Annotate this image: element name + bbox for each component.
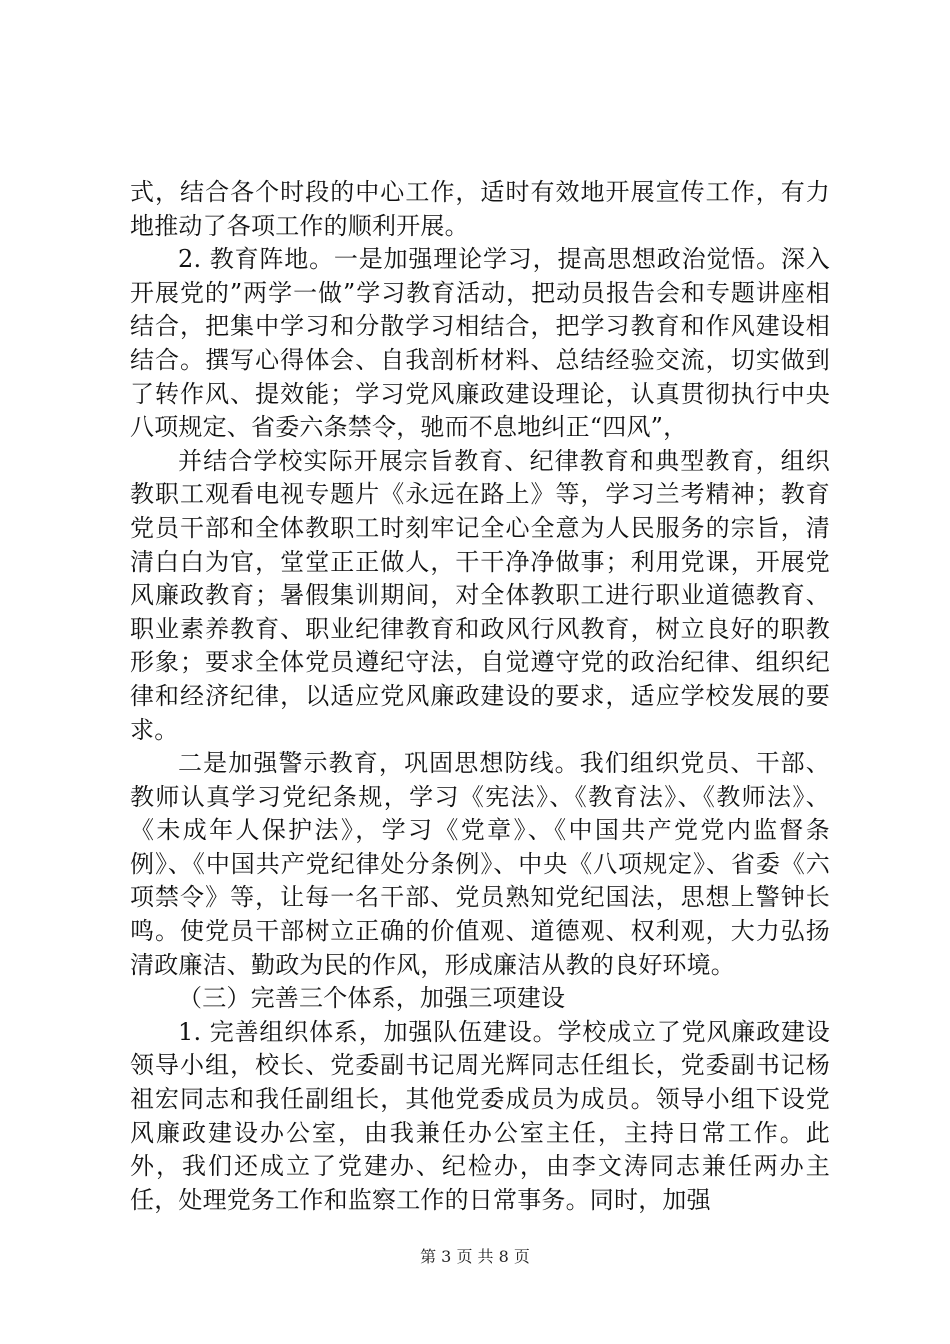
paragraph-education-front: 2. 教育阵地。一是加强理论学习，提高思想政治觉悟。深入开展党的”两学一做”学习教育活动，把动员报告会和专题讲座相结合，把集中学习和分散学习相结合，把学习教育和作风建设相结合。撰写心得体会、自我剖析材料、总结经验交流，切实做到了转作风、提效能；学习党风廉政建设理论，认真贯彻执行中央八项规定、省委六条禁令，驰而不息地纠正“四风”， (130, 245, 830, 442)
paragraph-combined-education: 并结合学校实际开展宗旨教育、纪律教育和典型教育，组织教职工观看电视专题片《永远在路上》等，学习兰考精神；教育党员干部和全体教职工时刻牢记全心全意为人民服务的宗旨，清清白白为官，堂堂正正做人，干干净净做事；利用党课，开展党风廉政教育；暑假集训期间，对全体教职工进行职业道德教育、职业素养教育、职业纪律教育和政风行风教育，树立良好的职教形象；要求全体党员遵纪守法，自觉遵守党的政治纪律、组织纪律和经济纪律，以适应党风廉政建设的要求，适应学校发展的要求。 (130, 446, 830, 744)
section-heading: （三）完善三个体系，加强三项建设 (178, 984, 566, 1013)
document-body (130, 176, 830, 1217)
page-footer: 第 3 页 共 8 页 (420, 1247, 530, 1266)
paragraph-continuation: 式，结合各个时段的中心工作，适时有效地开展宣传工作，有力地推动了各项工作的顺利开展。 (130, 178, 830, 240)
paragraph-organization-system: 1. 完善组织体系，加强队伍建设。学校成立了党风廉政建设领导小组，校长、党委副书记周光辉同志任组长，党委副书记杨祖宏同志和我任副组长，其他党委成员为成员。领导小组下设党风廉政建设办公室，由我兼任办公室主任，主持日常工作。此外，我们还成立了党建办、纪检办，由李文涛同志兼任两办主任，处理党务工作和监察工作的日常事务。同时，加强 (130, 1017, 830, 1214)
paragraph-warning-education: 二是加强警示教育，巩固思想防线。我们组织党员、干部、教师认真学习党纪条规，学习《宪法》、《教育法》、《教师法》、《未成年人保护法》，学习《党章》、《中国共产党党内监督条例》、《中国共产党纪律处分条例》、中央《八项规定》、省委《六项禁令》等，让每一名干部、党员熟知党纪国法，思想上警钟长鸣。使党员干部树立正确的价值观、道德观、权利观，大力弘扬清政廉洁、勤政为民的作风，形成廉洁从教的良好环境。 (130, 749, 830, 979)
